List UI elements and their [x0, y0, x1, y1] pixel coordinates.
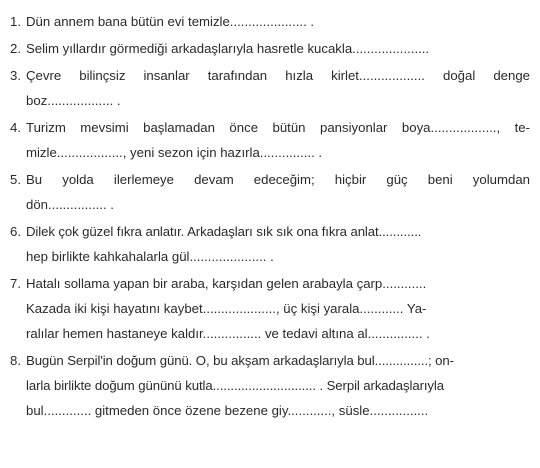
exercise-item-7: [10, 271, 530, 346]
item-number: 1.: [10, 14, 21, 29]
item-line: Turizm mevsimi başlamadan önce bütün pansiyonlar boya.................., te-: [26, 120, 530, 135]
item-number: 2.: [10, 41, 21, 56]
item-line: Selim yıllardır görmediği arkadaşlarıyla hasretle kucakla.....................: [26, 41, 430, 56]
item-line: Çevre bilinçsiz insanlar tarafından hızla kirlet.................. doğal denge: [26, 68, 530, 83]
item-line: Bu yolda ilerlemeye devam edeceğim; hiçbir güç beni yolumdan: [26, 172, 530, 187]
exercise-item-2: [10, 36, 530, 61]
item-line: mizle.................., yeni sezon için hazırla............... .: [26, 145, 323, 160]
exercise-item-3: [10, 63, 530, 113]
item-number: 3.: [10, 68, 21, 83]
item-line: Hatalı sollama yapan bir araba, karşıdan gelen arabayla çarp............: [26, 276, 427, 291]
item-number: 5.: [10, 172, 21, 187]
item-line: boz.................. .: [26, 93, 121, 108]
item-line: Bugün Serpil'in doğum günü. O, bu akşam arkadaşlarıyla bul...............; on-: [26, 353, 454, 368]
item-line: Kazada iki kişi hayatını kaybet...................., üç kişi yarala............ Ya-: [26, 301, 427, 316]
item-line: bul............. gitmeden önce özene bezene giy............, süsle................: [26, 403, 429, 418]
item-line: hep birlikte kahkahalarla gül..................... .: [26, 249, 274, 264]
item-number: 4.: [10, 120, 21, 135]
item-number: 8.: [10, 353, 21, 368]
item-line: Dilek çok güzel fıkra anlatır. Arkadaşları sık sık ona fıkra anlat............: [26, 224, 422, 239]
item-line: Dün annem bana bütün evi temizle..................... .: [26, 14, 315, 29]
exercise-item-4: [10, 115, 530, 165]
item-line: larla birlikte doğum gününü kutla............................. . Serpil arkadaşlarıyla: [26, 378, 444, 393]
item-line: ralılar hemen hastaneye kaldır................ ve tedavi altına al............... .: [26, 326, 430, 341]
item-number: 7.: [10, 276, 21, 291]
item-number: 6.: [10, 224, 21, 239]
exercise-item-8: [10, 348, 530, 423]
exercise-item-6: [10, 219, 530, 269]
exercise-item-5: [10, 167, 530, 217]
item-line: dön................ .: [26, 197, 114, 212]
exercise-item-1: [10, 9, 530, 34]
